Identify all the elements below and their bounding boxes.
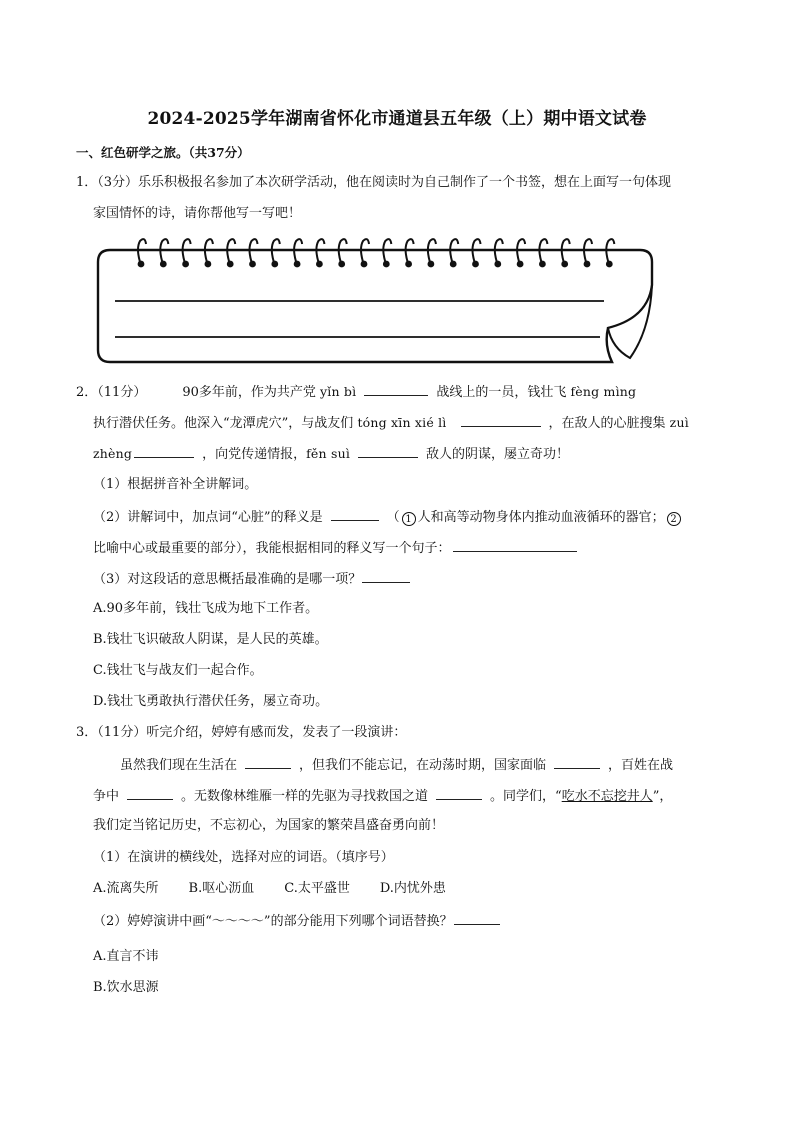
option-d[interactable]: D.钱壮飞勇敢执行潜伏任务，屡立奇功。: [93, 694, 329, 709]
word-option-d[interactable]: D.内忧外患: [379, 881, 446, 896]
binding-hole: [561, 261, 568, 268]
answer-blank[interactable]: [127, 785, 173, 800]
speech-text: ，但我们不能忘记，在动荡时期，国家面临: [299, 758, 547, 773]
circled-number-1: 1: [402, 512, 416, 526]
exam-title: 2024-2025学年湖南省怀化市通道县五年级（上）期中语文试卷: [147, 109, 647, 129]
binding-hole: [517, 261, 524, 268]
binding-hole: [271, 261, 278, 268]
q2-sub2-cont: [93, 537, 585, 559]
q2-line2: [93, 412, 689, 434]
pinyin-hint: fěn suì: [306, 446, 351, 461]
binding-hole: [316, 261, 323, 268]
q2-line1: [76, 381, 636, 403]
q2-line3: [93, 443, 569, 465]
speech-text: 。同学们，“: [490, 789, 562, 804]
binding-hole: [361, 261, 368, 268]
q2-number: 2．（11分）: [76, 385, 147, 400]
binding-hole: [227, 261, 234, 268]
q2-text: 敌人的阴谋，屡立奇功！: [426, 447, 570, 462]
q3-sub1: （1）在演讲的横线处，选择对应的词语。（填序号）: [93, 850, 394, 865]
binding-hole: [428, 261, 435, 268]
answer-blank[interactable]: [362, 568, 410, 583]
answer-blank[interactable]: [454, 910, 500, 925]
wavy-underlined-phrase: 吃水不忘挖井人: [561, 789, 653, 804]
answer-blank[interactable]: [245, 754, 291, 769]
word-option-a[interactable]: A.流离失所: [93, 881, 159, 896]
word-option-c[interactable]: C.太平盛世: [284, 881, 350, 896]
binding-hole: [338, 261, 345, 268]
q3-speech-line3: 我们定当铭记历史，不忘初心，为国家的繁荣昌盛奋勇向前！: [93, 818, 445, 833]
binding-hole: [450, 261, 457, 268]
pinyin-hint: tóng xīn xié lì: [357, 415, 447, 430]
q3-speech-line2: [93, 785, 672, 807]
pinyin-hint: fèng mìng: [570, 384, 637, 399]
q3-word-choices: [93, 879, 446, 899]
q2-text: ，在敌人的心脏搜集: [548, 416, 666, 431]
q2-text: 战线上的一员，钱壮飞: [436, 385, 567, 400]
paren: （: [386, 510, 400, 525]
q2-sub1: （1）根据拼音补全讲解词。: [93, 477, 258, 492]
speech-text: 。无数像林维雁一样的先驱为寻找救国之道: [181, 789, 429, 804]
binding-hole: [539, 261, 546, 268]
q1-text-line2: 家国情怀的诗，请你帮他写一写吧！: [93, 206, 302, 221]
answer-blank[interactable]: [331, 506, 379, 521]
circled-number-2: 2: [667, 512, 681, 526]
q3-option-b[interactable]: B.饮水思源: [93, 980, 159, 995]
answer-blank[interactable]: [436, 785, 482, 800]
binding-hole: [472, 261, 479, 268]
option-a[interactable]: A.90多年前，钱壮飞成为地下工作者。: [93, 601, 319, 616]
binding-hole: [249, 261, 256, 268]
speech-text: 虽然我们现在生活在: [120, 758, 238, 773]
speech-text: ，百姓在战: [608, 758, 674, 773]
binding-hole: [405, 261, 412, 268]
q3-option-a[interactable]: A.直言不讳: [93, 949, 159, 964]
binding-hole: [606, 261, 613, 268]
q3-heading: 3．（11分）听完介绍，婷婷有感而发，发表了一段演讲：: [76, 725, 407, 740]
section-heading: 一、红色研学之旅。（共37分）: [76, 145, 250, 160]
binding-hole: [494, 261, 501, 268]
binding-hole: [182, 261, 189, 268]
answer-blank[interactable]: [461, 412, 541, 427]
q2-sub2-text: （2）讲解词中，加点词“心脏”的释义是: [93, 510, 323, 525]
q2-text: ，向党传递情报，: [202, 447, 307, 462]
binding-hole: [294, 261, 301, 268]
option-b[interactable]: B.钱壮飞识破敌人阴谋，是人民的英雄。: [93, 632, 328, 647]
definition-text: 人和高等动物身体内推动血液循环的器官；: [417, 510, 665, 525]
word-option-b[interactable]: B.呕心沥血: [188, 881, 255, 896]
pinyin-hint: zhèng: [93, 446, 133, 461]
answer-blank[interactable]: [554, 754, 600, 769]
answer-blank[interactable]: [358, 443, 418, 458]
binding-hole: [383, 261, 390, 268]
pinyin-hint: zuì: [669, 415, 689, 430]
binding-hole: [160, 261, 167, 268]
q3-sub2-text: （2）婷婷演讲中画“～～～～”的部分能用下列哪个词语替换？: [93, 914, 453, 929]
binding-hole: [138, 261, 145, 268]
sentence-answer-blank[interactable]: [453, 537, 577, 552]
speech-text: 争中: [93, 789, 120, 804]
option-c[interactable]: C.钱壮飞与战友们一起合作。: [93, 663, 263, 678]
pinyin-hint: yǐn bì: [320, 384, 357, 399]
q2-text: 执行潜伏任务。他深入“龙潭虎穴”，与战友们: [93, 416, 354, 431]
speech-text: ”，: [652, 789, 673, 804]
q1-text-line1: 1．（3分）乐乐积极报名参加了本次研学活动，他在阅读时为自己制作了一个书签，想在上面写一句体现: [76, 175, 672, 190]
q2-sub2: [93, 506, 683, 528]
q3-sub2: [93, 910, 508, 932]
answer-blank[interactable]: [134, 443, 194, 458]
binding-hole: [584, 261, 591, 268]
q3-speech-line1: [120, 754, 673, 776]
q2-sub3: [93, 568, 418, 590]
answer-blank[interactable]: [364, 381, 428, 396]
binding-hole: [205, 261, 212, 268]
q2-sub3-text: （3）对这段话的意思概括最准确的是哪一项？: [93, 572, 362, 587]
q2-text: 90多年前，作为共产党: [182, 385, 316, 400]
definition-text: 比喻中心或最重要的部分），我能根据相同的释义写一个句子：: [93, 541, 451, 556]
